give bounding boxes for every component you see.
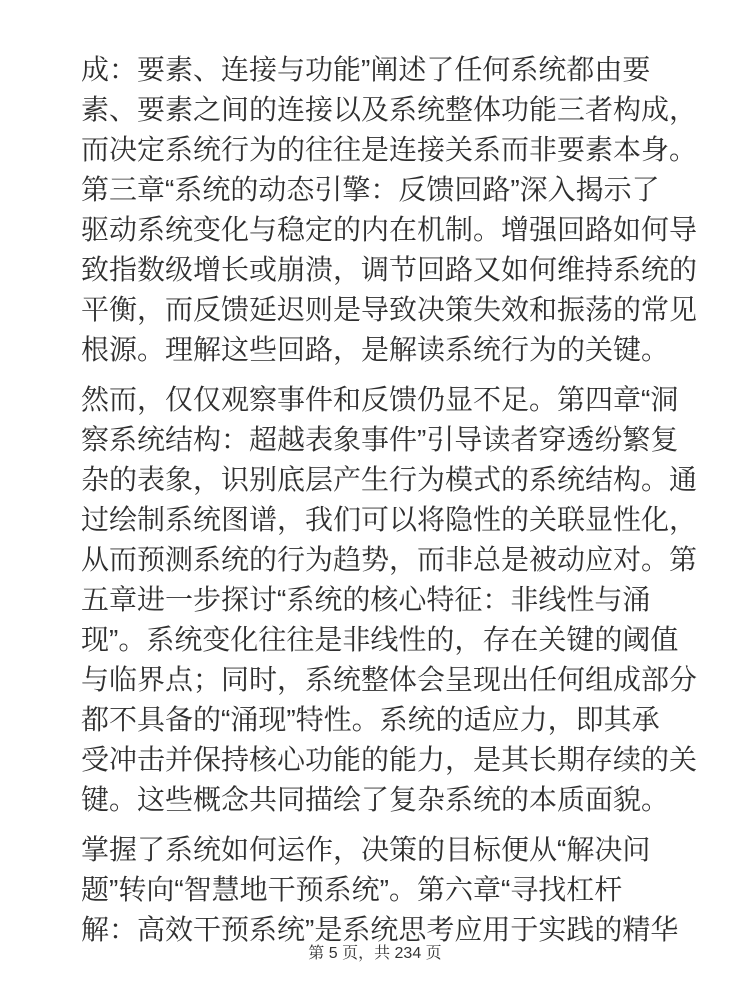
text-line: 解：高效干预系统”是系统思考应用于实践的精华	[81, 914, 679, 945]
text-line: 与临界点；同时，系统整体会呈现出任何组成部分	[81, 664, 698, 695]
text-line: 杂的表象，识别底层产生行为模式的系统结构。通	[81, 464, 698, 495]
paragraph-2	[81, 380, 698, 820]
text-line: 从而预测系统的行为趋势，而非总是被动应对。第	[81, 544, 698, 575]
text-line: 五章进一步探讨“系统的核心特征：非线性与涌	[81, 584, 651, 615]
text-line: 受冲击并保持核心功能的能力，是其长期存续的关	[81, 744, 698, 775]
text-line: 致指数级增长或崩溃，调节回路又如何维持系统的	[81, 254, 698, 285]
text-line: 都不具备的“涌现”特性。系统的适应力，即其承	[81, 704, 660, 735]
text-line: 素、要素之间的连接以及系统整体功能三者构成，	[81, 94, 698, 125]
page-number-footer: 第 5 页，共 234 页	[308, 945, 442, 962]
paragraph-1	[81, 50, 698, 370]
text-line: 然而，仅仅观察事件和反馈仍显不足。第四章“洞	[81, 384, 679, 415]
text-line: 键。这些概念共同描绘了复杂系统的本质面貌。	[81, 784, 670, 815]
text-line: 题”转向“智慧地干预系统”。第六章“寻找杠杆	[81, 874, 623, 905]
text-line: 平衡，而反馈延迟则是导致决策失效和振荡的常见	[81, 294, 698, 325]
text-line: 驱动系统变化与稳定的内在机制。增强回路如何导	[81, 214, 698, 245]
text-line: 过绘制系统图谱，我们可以将隐性的关联显性化，	[81, 504, 698, 535]
text-line: 现”。系统变化往往是非线性的，存在关键的阈值	[81, 624, 679, 655]
text-line: 第三章“系统的动态引擎：反馈回路”深入揭示了	[81, 174, 660, 205]
page-content	[81, 50, 698, 950]
text-line: 而决定系统行为的往往是连接关系而非要素本身。	[81, 134, 698, 165]
text-line: 察系统结构：超越表象事件”引导读者穿透纷繁复	[81, 424, 679, 455]
text-line: 成：要素、连接与功能”阐述了任何系统都由要	[81, 54, 651, 85]
text-line: 根源。理解这些回路，是解读系统行为的关键。	[81, 334, 670, 365]
paragraph-3	[81, 830, 679, 950]
text-line: 掌握了系统如何运作，决策的目标便从“解决问	[81, 834, 651, 865]
